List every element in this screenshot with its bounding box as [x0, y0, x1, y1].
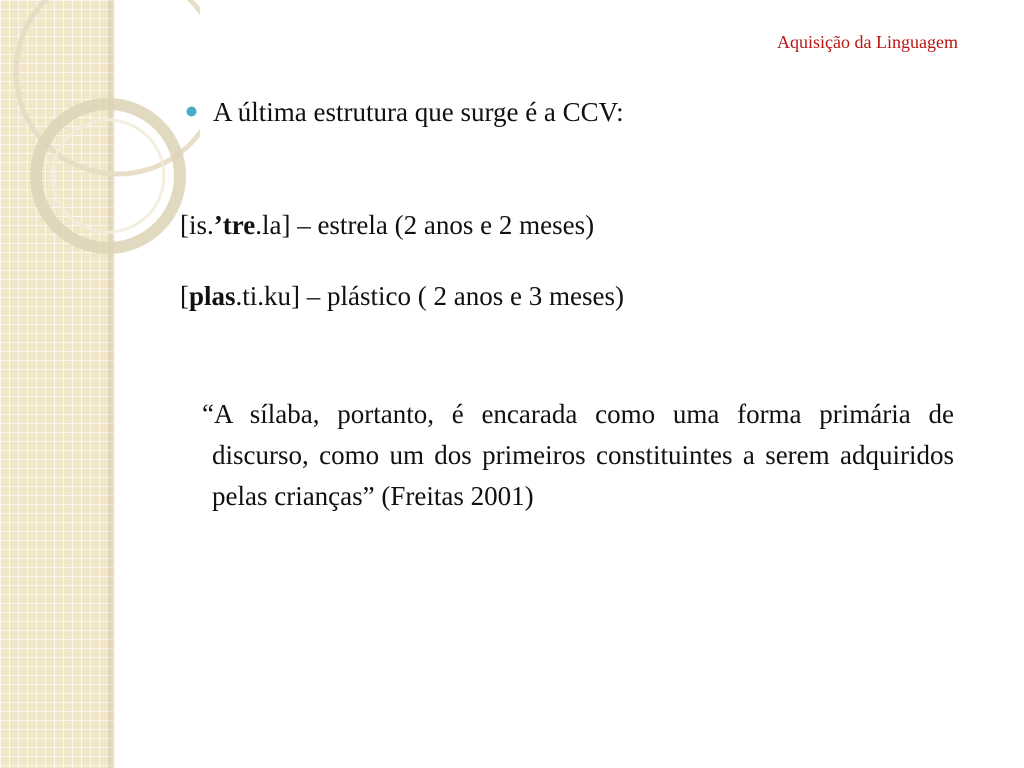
example-prefix: [is. — [180, 210, 214, 240]
decorative-rings — [0, 0, 200, 260]
bullet-text: A última estrutura que surge é a CCV: — [213, 97, 624, 127]
bullet-icon — [186, 106, 197, 117]
example-line-plastico — [180, 280, 624, 312]
example-line-estrela — [180, 209, 594, 241]
slide-header-title: Aquisição da Linguagem — [777, 32, 958, 52]
example-prefix: [ — [180, 281, 189, 311]
quote-block — [202, 394, 954, 517]
example-stressed-syllable: plas — [189, 281, 236, 311]
example-suffix: .la] – estrela (2 anos e 2 meses) — [255, 210, 595, 240]
quote-text: “A sílaba, portanto, é encarada como uma forma primária de discurso, como um dos primeiros constituintes a serem adquiridos pelas crianças” (Freitas 2001) — [202, 399, 954, 511]
example-stressed-syllable: ’tre — [213, 210, 256, 240]
example-suffix: .ti.ku] – plástico ( 2 anos e 3 meses) — [235, 281, 624, 311]
